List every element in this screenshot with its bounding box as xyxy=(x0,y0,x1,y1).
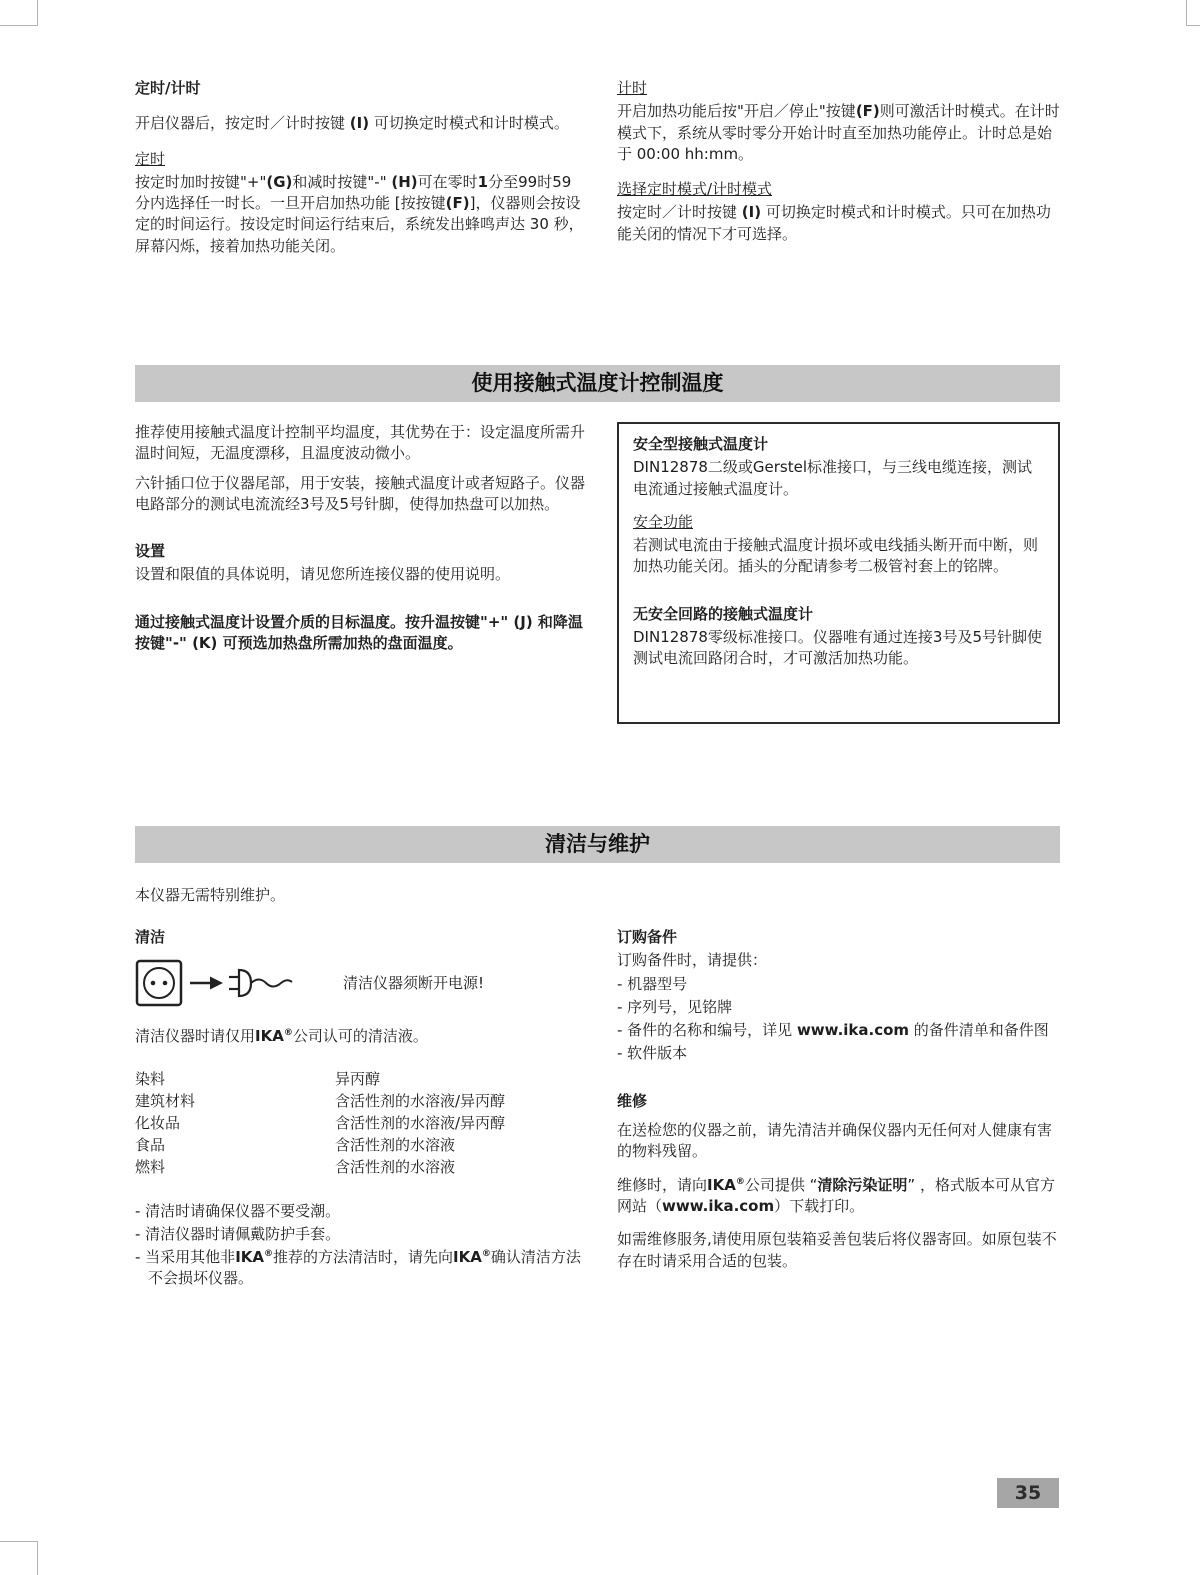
table-row xyxy=(135,1156,585,1178)
repair-block xyxy=(617,1091,1060,1272)
table-row xyxy=(135,1134,585,1156)
material-cell: 燃料 xyxy=(135,1158,166,1177)
crop-mark-bottom-left xyxy=(0,1541,38,1575)
maintenance-section-banner: 清洁与维护 xyxy=(135,826,1060,863)
safety-function-heading: 安全功能 xyxy=(633,512,694,531)
agent-cell: 异丙醇 xyxy=(335,1069,381,1088)
thermometer-section-banner: 使用接触式温度计控制温度 xyxy=(135,365,1060,402)
spares-item: - 机器型号 xyxy=(617,974,688,993)
spares-item: - 备件的名称和编号，详见 www.ika.com 的备件清单和备件图 xyxy=(617,1021,1049,1040)
material-cell: 食品 xyxy=(135,1136,166,1155)
thermometer-paragraph-1: 推荐使用接触式温度计控制平均温度，其优势在于：设定温度所需升温时间短，无温度漂移，且温度波动微小。 xyxy=(135,423,586,463)
table-row xyxy=(135,1068,585,1090)
cleaning-warning-row xyxy=(135,956,585,1010)
spares-item: - 软件版本 xyxy=(617,1044,688,1063)
settings-paragraph: 设置和限值的具体说明，请见您所连接仪器的使用说明。 xyxy=(135,565,511,584)
clock-mode-paragraph: 开启加热功能后按"开启／停止"按键(F)则可激活计时模式。在计时模式下，系统从零时零分开始计时直至加热功能停止。计时总是始于 00:00 hh:mm。 xyxy=(617,102,1060,163)
timer-heading: 定时/计时 xyxy=(135,79,201,97)
disconnect-power-icon xyxy=(135,956,295,1010)
cleaning-warning-text: 清洁仪器须断开电源! xyxy=(343,973,485,992)
timer-section-right-column xyxy=(617,78,1060,257)
cleaning-agents-table xyxy=(135,1068,585,1179)
no-safety-thermometer-paragraph: DIN12878零级标准接口。仪器唯有通过连接3号及5号针脚使测试电流回路闭合时，才可激活加热功能。 xyxy=(633,628,1043,668)
thermometer-paragraph-2: 六针插口位于仪器尾部，用于安装，接触式温度计或者短路子。仪器电路部分的测试电流流经3号及5号针脚，使得加热盘可以加热。 xyxy=(135,473,586,513)
spares-item: - 序列号，见铭牌 xyxy=(617,997,733,1016)
cleaning-column xyxy=(135,927,585,1292)
timer-intro-paragraph: 开启仪器后，按定时／计时按键 (I) 可切换定时模式和计时模式。 xyxy=(135,114,569,133)
thermometer-section xyxy=(135,422,1060,724)
agent-cell: 含活性剂的水溶液 xyxy=(335,1158,456,1177)
cleaning-bullet: - 清洁时请确保仪器不要受潮。 xyxy=(135,1201,341,1220)
safety-thermometer-box xyxy=(617,422,1060,724)
agent-cell: 含活性剂的水溶液 xyxy=(335,1136,456,1155)
safety-function-paragraph: 若测试电流由于接触式温度计损坏或电线插头断开而中断，则加热功能关闭。插头的分配请参考二极管衬套上的铭牌。 xyxy=(633,536,1039,576)
repair-heading: 维修 xyxy=(617,1091,648,1110)
safety-thermometer-heading: 安全型接触式温度计 xyxy=(633,435,769,453)
material-cell: 染料 xyxy=(135,1069,166,1088)
repair-paragraph-3: 如需维修服务,请使用原包装箱妥善包装后将仪器寄回。如原包装不存在时请采用合适的包装。 xyxy=(617,1230,1057,1270)
table-row xyxy=(135,1090,585,1112)
clock-mode-heading: 计时 xyxy=(617,79,648,97)
timer-section xyxy=(135,78,1060,257)
spares-repair-column xyxy=(617,927,1060,1292)
select-mode-paragraph: 按定时／计时按键 (I) 可切换定时模式和计时模式。只可在加热功能关闭的情况下才可选择。 xyxy=(617,203,1051,243)
cleaning-note: 清洁仪器时请仅用IKA®公司认可的清洁液。 xyxy=(135,1027,428,1046)
cleaning-heading: 清洁 xyxy=(135,928,166,946)
material-cell: 建筑材料 xyxy=(135,1091,196,1110)
spares-intro: 订购备件时，请提供： xyxy=(617,951,768,970)
agent-cell: 含活性剂的水溶液/异丙醇 xyxy=(335,1113,506,1132)
settings-heading: 设置 xyxy=(135,542,166,561)
material-cell: 化妆品 xyxy=(135,1113,181,1132)
thermometer-left-column xyxy=(135,422,585,724)
target-temperature-paragraph: 通过接触式温度计设置介质的目标温度。按升温按键"+" (J) 和降温按键"-" (K) 可预选加热盘所需加热的盘面温度。 xyxy=(135,612,583,653)
page-number: 35 xyxy=(997,1478,1059,1508)
thermometer-right-column xyxy=(617,422,1060,724)
crop-mark-top-left xyxy=(0,0,38,26)
maintenance-section xyxy=(135,927,1060,1292)
timer-section-left-column xyxy=(135,78,585,257)
repair-paragraph-2: 维修时，请向IKA®公司提供 “清除污染证明” ，格式版本可从官方网站（www.ika.com）下载打印。 xyxy=(617,1175,1055,1215)
repair-paragraph-1: 在送检您的仪器之前，请先清洁并确保仪器内无任何对人健康有害的物料残留。 xyxy=(617,1121,1053,1161)
table-row xyxy=(135,1112,585,1134)
select-mode-heading: 选择定时模式/计时模式 xyxy=(617,180,773,199)
maintenance-intro: 本仪器无需特别维护。 xyxy=(135,886,286,904)
timer-mode-paragraph: 按定时加时按键"+"(G)和减时按键"-" (H)可在零时1分至99时59 分内选择任一时长。一旦开启加热功能 [按按键(F)]，仪器则会按设定的时间运行。按设定时间运行结束后，系统发出蜂鸣声达 30 秒，屏幕闪烁，接着加热功能关闭。 xyxy=(135,172,584,255)
cleaning-bullet: - 清洁仪器时请佩戴防护手套。 xyxy=(135,1224,341,1243)
spares-heading: 订购备件 xyxy=(617,928,678,946)
timer-mode-heading: 定时 xyxy=(135,149,166,168)
safety-thermometer-paragraph: DIN12878二级或Gerstel标准接口，与三线电缆连接，测试电流通过接触式温度计。 xyxy=(633,458,1033,498)
agent-cell: 含活性剂的水溶液/异丙醇 xyxy=(335,1091,506,1110)
no-safety-thermometer-heading: 无安全回路的接触式温度计 xyxy=(633,604,814,623)
cleaning-bullet: - 当采用其他非IKA®推荐的方法清洁时，请先向IKA®确认清洁方法不会损坏仪器。 xyxy=(135,1248,581,1288)
crop-mark-top-right xyxy=(1186,0,1200,26)
